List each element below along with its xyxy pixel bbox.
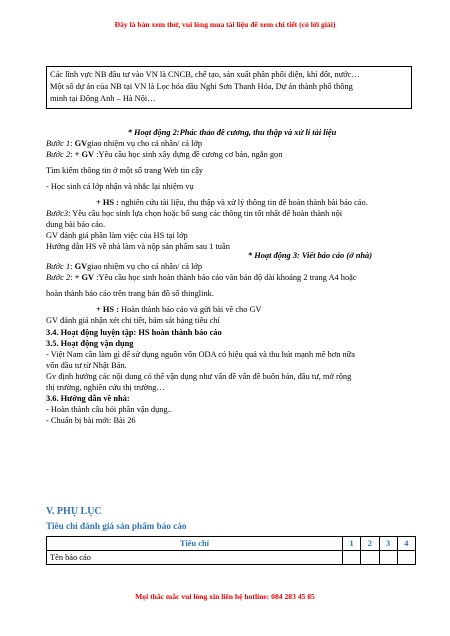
table-header-cell: 1 [343,537,361,551]
activity-2-step-2: Bước 2: + GV :Yêu cầu học sinh xây dựng đề cương cơ bản, ngắn gọn [46,150,283,159]
activity-3-hs-line: + HS : Hoàn thành báo cáo và gửi bài về cho GV [96,305,262,314]
section-3-5-line: thị trường, nghiên cứu thị trường… [46,383,165,392]
section-3-6-heading: 3.6. Hướng dẫn về nhà: [46,394,130,403]
table-header-cell: 3 [379,537,397,551]
activity-3-step-2-cont: hoàn thành báo cáo trên trang bản đồ số thinglink. [46,289,214,298]
summary-box [46,66,412,109]
activity-3-title: * Hoạt động 3: Viết báo cáo (ở nhà) [247,251,372,260]
table-header-cell: 2 [361,537,379,551]
section-3-5-line: Gv định hướng các nội dung có thể vận dụng như vấn đề vấn đề buôn bán, đầu tư, mở rộng [46,372,352,381]
appendix-heading: V. PHỤ LỤC [46,506,102,517]
activity-2-step-3: Bước3: Yêu cầu học sinh lựa chọn hoặc bổ sung các thông tin tốt nhất để hoàn thành nội [46,209,343,218]
section-3-5-heading: 3.5. Hoạt động vận dụng [46,339,134,348]
section-3-5-line: vốn đầu tư từ Nhật Bản. [46,361,127,370]
hotline-banner: Mọi thắc mắc vui lòng xin liên hệ hotline: 084 283 45 85 [135,592,315,601]
activity-3-step-1: Bước 1: GVgiao nhiệm vụ cho cá nhân/ cả lớp [46,262,203,271]
activity-2-title: * Hoạt động 2:Phác thảo đề cương, thu thập và xử lí tài liệu [127,128,337,137]
table-cell [361,551,379,565]
step-label: Bước3 [46,209,69,218]
criteria-table [46,536,416,565]
section-3-6-line: - Chuẩn bị bài mới: Bài 26 [46,416,136,425]
activity-2-step-3-cont: dung bài báo cáo. [46,220,106,229]
table-header-cell: Tiêu chí [47,537,343,551]
section-3-5-line: - Việt Nam cần làm gì để sử dụng nguồn vốn ODA có hiệu quả và thu hút mạnh mẽ hơn nữa [46,350,355,359]
step-label: Bước 1 [46,139,71,148]
step-label: Bước 2 [46,273,71,282]
table-cell: Tên báo cáo [47,551,343,565]
activity-3-step-2: Bước 2: + GV :Yêu cầu học sinh hoàn thành báo cáo văn bản độ dài khoảng 2 trang A4 hoặc [46,273,357,282]
table-cell [343,551,361,565]
step-label: Bước 1 [46,262,71,271]
activity-3 [46,250,418,326]
section-3-4-heading: 3.4. Hoạt động luyện tập: HS hoàn thành báo cáo [46,328,222,337]
table-header-row [47,537,416,551]
preview-notice-banner: Đây là bản xem thử, vui lòng mua tài liệu để xem chi tiết (có lời giải) [114,20,336,29]
section-3-6-line: - Hoàn thành câu hỏi phần vận dụng.. [46,405,172,414]
box-line: Các lĩnh vực NB đầu tư vào VN là CNCB, chế tạo, sản xuất phân phối điện, khí đốt, nước… [50,70,360,79]
table-row [47,551,416,565]
activity-2-guide: Hướng dẫn HS về nhà làm và nộp sản phẩm sau 1 tuần [46,242,230,251]
table-cell [379,551,397,565]
activity-2-step-1: Bước 1: GVgiao nhiệm vụ cho cá nhân/ cả lớp [46,139,203,148]
activity-3-gv-eval: GV đánh giá nhận xét chi tiết, bám sát bảng tiêu chí [46,316,220,325]
step-label: Bước 2 [46,150,71,159]
activity-2-search-line: Tìm kiếm thông tin ở một số trang Web tin cậy [46,166,204,175]
box-line: minh tại Đông Anh – Hà Nội… [50,94,156,103]
activity-2 [46,127,418,252]
table-header-cell: 4 [397,537,415,551]
activity-2-gv-eval: GV đánh giá phần làm việc của HS tại lớp [46,231,188,240]
sections [46,327,418,426]
table-cell [397,551,415,565]
activity-2-hs-line: + HS : nghiên cứu tài liệu, thu thập và xử lý thông tin để hoàn thành bài báo cáo. [96,198,368,207]
activity-2-receive-line: - Học sinh cả lớp nhận và nhắc lại nhiệm vụ [46,182,194,191]
appendix-subheading: Tiêu chí đánh giá sản phẩm báo cáo [46,521,187,531]
box-line: Một số dự án của NB tại VN là Lọc hóa dầu Nghi Sơn Thanh Hóa, Dự án thành phố thông [50,82,353,91]
